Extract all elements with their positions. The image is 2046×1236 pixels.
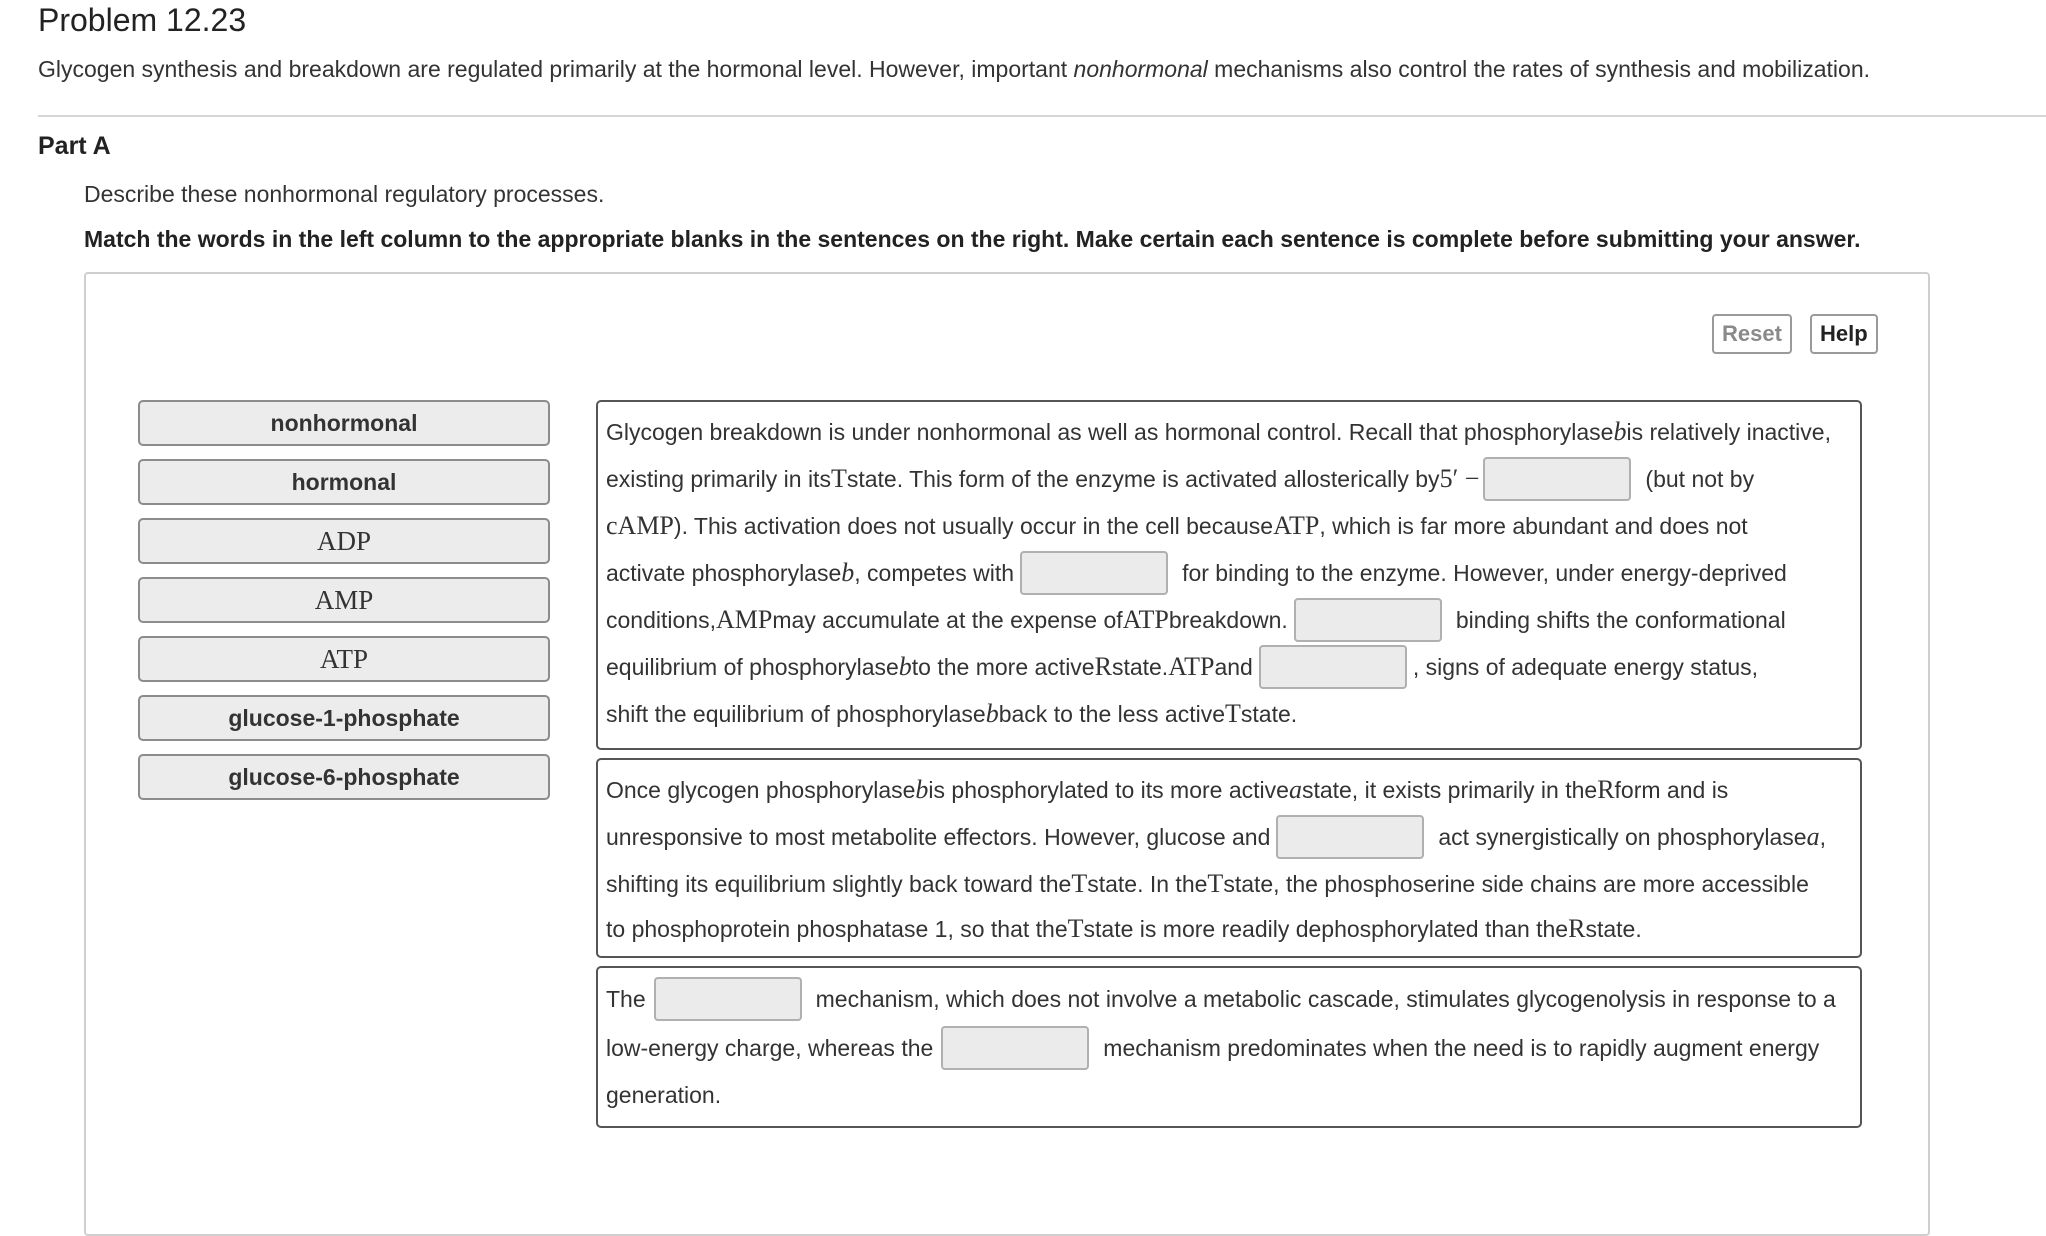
sentence-2-line-2: unresponsive to most metabolite effectors. However, glucose and act synergistically on phosphorylase a , (606, 814, 1826, 860)
blank-6[interactable] (654, 977, 802, 1021)
divider (38, 115, 2046, 117)
reset-button[interactable]: Reset (1712, 314, 1792, 354)
sentence-1-line-4: activate phosphorylase b , competes with for binding to the enzyme. However, under energy-deprived (606, 550, 1787, 596)
blank-4[interactable] (1259, 645, 1407, 689)
blank-1[interactable] (1483, 457, 1631, 501)
word-hormonal[interactable]: hormonal (138, 459, 550, 505)
word-adp[interactable]: ADP (138, 518, 550, 564)
sentence-3-line-1: The mechanism, which does not involve a metabolic cascade, stimulates glycogenolysis in response to a (606, 976, 1836, 1022)
sentence-box-2 (596, 758, 1862, 958)
blank-3[interactable] (1294, 598, 1442, 642)
part-instructions: Match the words in the left column to the appropriate blanks in the sentences on the right. Make certain each sentence is complete before submitting your answer. (84, 226, 1861, 252)
sentence-box-1 (596, 400, 1862, 750)
sentence-1-line-6: equilibrium of phosphorylase b to the more active R state. ATP and , signs of adequate energy status, (606, 644, 1758, 690)
word-atp[interactable]: ATP (138, 636, 550, 682)
word-nonhormonal[interactable]: nonhormonal (138, 400, 550, 446)
blank-5[interactable] (1276, 815, 1424, 859)
problem-title: Problem 12.23 (38, 2, 247, 38)
word-amp[interactable]: AMP (138, 577, 550, 623)
problem-intro: Glycogen synthesis and breakdown are regulated primarily at the hormonal level. However, important nonhormonal mechanisms also control the rates of synthesis and mobilization. (38, 56, 1871, 82)
sentence-2-line-3: shifting its equilibrium slightly back toward the T state. In the T state, the phosphoserine side chains are more accessible (606, 869, 1809, 898)
sentence-2-line-4: to phosphoprotein phosphatase 1, so that the T state is more readily dephosphorylated than the R state. (606, 914, 1642, 943)
part-question: Describe these nonhormonal regulatory processes. (84, 181, 605, 207)
sentence-1-line-5: conditions, AMP may accumulate at the expense of ATP breakdown. binding shifts the conformational (606, 597, 1786, 643)
sentence-box-3 (596, 966, 1862, 1128)
sentence-1-line-1: Glycogen breakdown is under nonhormonal as well as hormonal control. Recall that phosphorylase b is relatively inactive, (606, 417, 1831, 446)
word-glucose-6-phosphate[interactable]: glucose-6-phosphate (138, 754, 550, 800)
word-glucose-1-phosphate[interactable]: glucose-1-phosphate (138, 695, 550, 741)
sentence-3-line-2: low-energy charge, whereas the mechanism predominates when the need is to rapidly augment energy (606, 1025, 1819, 1071)
sentence-1-line-3: cAMP ). This activation does not usually occur in the cell because ATP , which is far more abundant and does not (606, 511, 1748, 540)
sentence-1-line-7: shift the equilibrium of phosphorylase b back to the less active T state. (606, 699, 1298, 728)
help-button[interactable]: Help (1810, 314, 1878, 354)
blank-7[interactable] (941, 1026, 1089, 1070)
sentence-1-line-2: existing primarily in its T state. This form of the enzyme is activated allosterically by 5′ − (but not by (606, 456, 1754, 502)
blank-2[interactable] (1020, 551, 1168, 595)
sentence-2-line-1: Once glycogen phosphorylase b is phosphorylated to its more active a state, it exists primarily in the R form and is (606, 775, 1729, 804)
sentence-3-line-3: generation. (606, 1081, 722, 1108)
part-label: Part A (38, 132, 111, 160)
